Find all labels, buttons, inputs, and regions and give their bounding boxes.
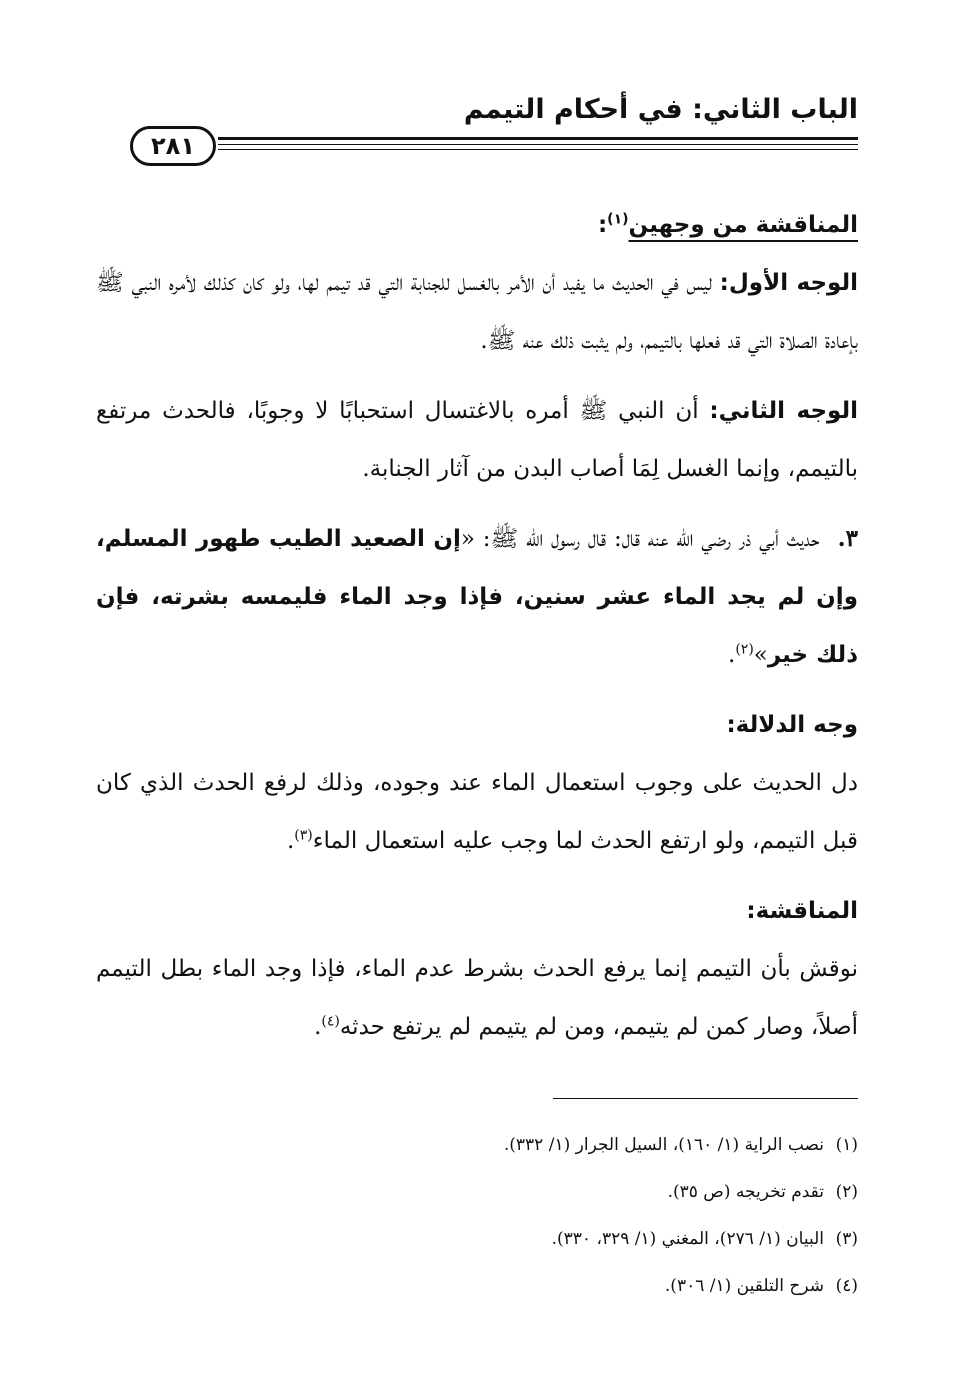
footnote-separator: [553, 1098, 858, 1099]
footnote-ref-2: (٢): [735, 641, 754, 658]
footnote-item: [96, 1122, 858, 1169]
paragraph-first-aspect: [96, 254, 858, 370]
evidence-end: .: [286, 828, 295, 854]
discussion-heading-colon: :: [597, 212, 608, 238]
footnotes: [96, 1122, 858, 1310]
footnote-text: شرح التلقين (١/ ٣٠٦).: [664, 1276, 824, 1296]
footnote-item: [96, 1216, 858, 1263]
footnote-number: (١): [835, 1135, 858, 1155]
footnote-text: تقدم تخريجه (ص ٣٥).: [667, 1182, 824, 1202]
paragraph-rebuttal: [96, 940, 858, 1056]
footnote-text: نصب الراية (١/ ١٦٠)، السيل الجرار (١/ ٣٣٢).: [503, 1135, 824, 1155]
page-number: ٢٨١: [151, 132, 195, 160]
second-aspect-text: أن النبي ﷺ أمره بالاغتسال استحبابًا لا وجوبًا، فالحدث مرتفع بالتيمم، وإنما الغسل لِمَا أصاب البدن من آثار الجنابة.: [96, 398, 858, 482]
header-rule-thin: [218, 144, 858, 145]
second-aspect-label: الوجه الثاني:: [709, 398, 859, 424]
rebuttal-end: .: [314, 1014, 322, 1040]
evidence-heading: وجه الدلالة:: [726, 712, 858, 738]
item-number: ٣.: [837, 525, 858, 552]
hadith-intro: حديث أبي ذر رضي الله عنه قال: قال رسول الله ﷺ: «: [460, 526, 820, 552]
hadith-quote: إن الصعيد الطيب طهور المسلم، وإن لم يجد الماء عشر سنين، فإذا وجد الماء فليمسه بشرته، فإن ذلك خير: [96, 526, 858, 668]
hadith-close-quote: »: [753, 642, 768, 668]
first-aspect-label: الوجه الأول:: [719, 270, 858, 296]
footnote-number: (٣): [835, 1229, 858, 1249]
paragraph-second-aspect: [96, 382, 858, 498]
rebuttal-heading: المناقشة:: [746, 898, 858, 924]
footnote-ref-3: (٣): [294, 827, 313, 844]
footnote-ref-1: (١): [607, 211, 629, 228]
page-number-badge: [130, 126, 216, 166]
header-rule-thin-lower: [218, 149, 858, 150]
discussion-heading: [96, 196, 858, 254]
footnote-number: (٤): [835, 1276, 858, 1296]
header-rule-thick: [218, 137, 858, 140]
rebuttal-text: نوقش بأن التيمم إنما يرفع الحدث بشرط عدم الماء، فإذا وجد الماء بطل التيمم أصلاً، وصار كمن لم يتيمم، ومن لم يتيمم لم يرتفع حدثه: [96, 956, 858, 1040]
paragraph-hadith-abu-dharr: [96, 510, 858, 684]
footnote-ref-4: (٤): [321, 1013, 340, 1030]
footnote-text: البيان (١/ ٢٧٦)، المغني (١/ ٣٢٩، ٣٣٠).: [551, 1229, 824, 1249]
footnote-number: (٢): [835, 1182, 858, 1202]
evidence-text: دل الحديث على وجوب استعمال الماء عند وجوده، وذلك لرفع الحدث الذي كان قبل التيمم، ولو ارتفع الحدث لما وجب عليه استعمال الماء: [96, 770, 858, 854]
footnote-item: [96, 1263, 858, 1310]
discussion-heading-text: المناقشة من وجهين: [628, 212, 858, 238]
main-text: [96, 196, 858, 1068]
running-title: الباب الثاني: في أحكام التيمم: [463, 94, 858, 125]
paragraph-evidence: [96, 754, 858, 870]
first-aspect-text: ليس في الحديث ما يفيد أن الأمر بالغسل للجنابة التي قد تيمم لها، ولو كان كذلك لأمره النبي ﷺ بإعادة الصلاة التي قد فعلها بالتيمم، ولم يثبت ذلك عنه ﷺ.: [96, 270, 858, 354]
footnote-item: [96, 1169, 858, 1216]
hadith-end: .: [728, 642, 736, 668]
